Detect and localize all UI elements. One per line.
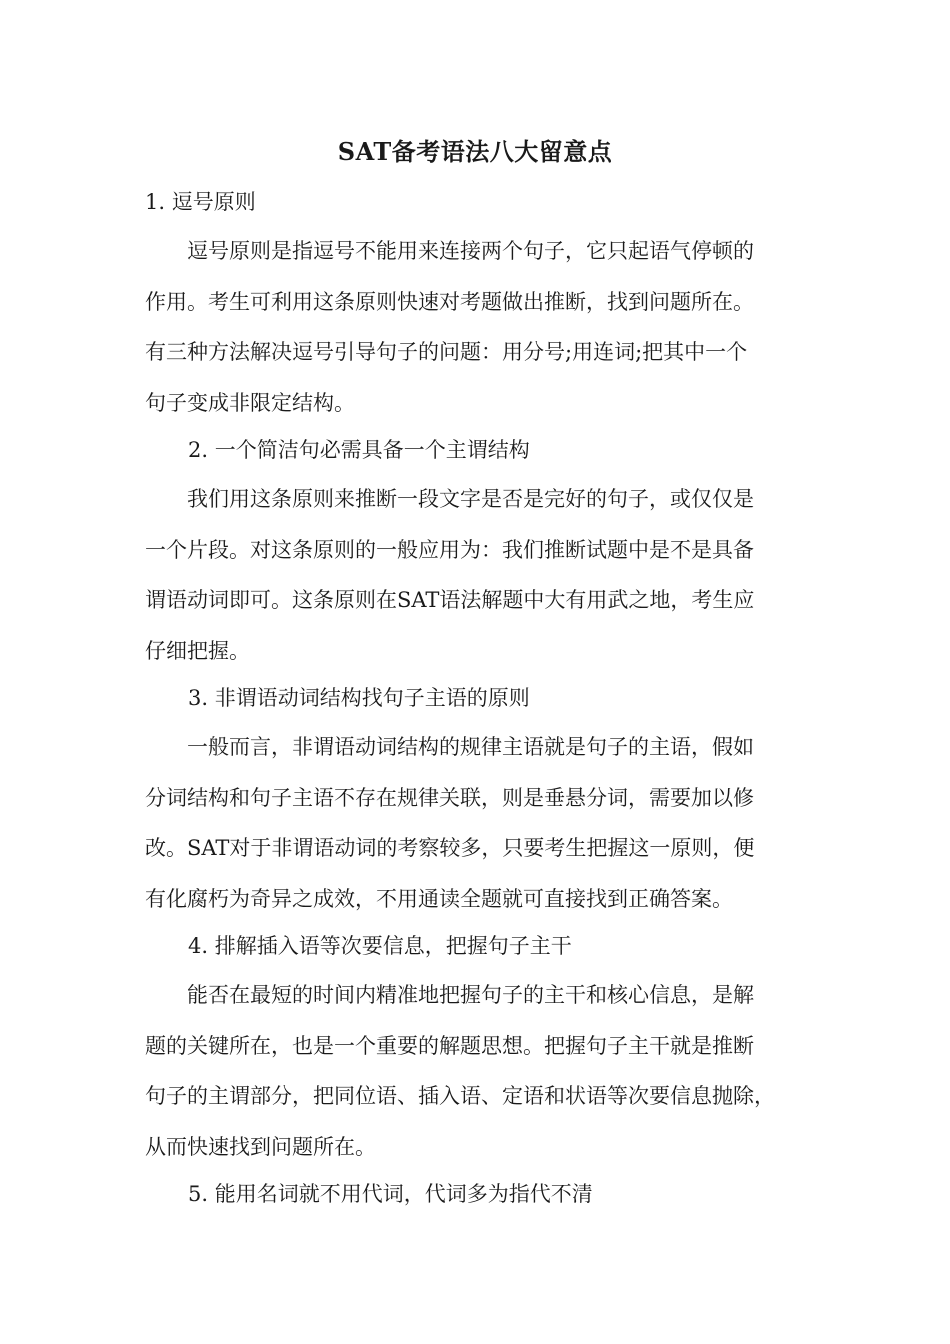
paragraph-line: 逗号原则是指逗号不能用来连接两个句子，它只起语气停顿的 (145, 239, 754, 263)
paragraph-line: 谓语动词即可。这条原则在SAT语法解题中大有用武之地，考生应 (145, 588, 755, 612)
paragraph-line: 作用。考生可利用这条原则快速对考题做出推断，找到问题所在。 (145, 289, 754, 314)
paragraph-line: 分词结构和句子主语不存在规律关联，则是垂悬分词，需要加以修 (145, 785, 754, 810)
section-4-heading: 4. 排解插入语等次要信息，把握句子主干 (188, 934, 572, 958)
paragraph-line: 有化腐朽为奇异之成效，不用通读全题就可直接找到正确答案。 (145, 886, 733, 911)
section-1-heading: 1. 逗号原则 (145, 190, 256, 214)
paragraph-line: 改。SAT对于非谓语动词的考察较多，只要考生把握这一原则，便 (145, 836, 755, 860)
section-4-paragraph (145, 970, 825, 1172)
paragraph-line: 句子的主谓部分，把同位语、插入语、定语和状语等次要信息抛除， (145, 1084, 775, 1108)
paragraph-line: 题的关键所在，也是一个重要的解题思想。把握句子主干就是推断 (145, 1033, 754, 1058)
section-2-paragraph (145, 474, 825, 676)
paragraph-line: 能否在最短的时间内精准地把握句子的主干和核心信息，是解 (145, 983, 754, 1007)
section-2-heading: 2. 一个简洁句必需具备一个主谓结构 (188, 438, 530, 462)
paragraph-line: 句子变成非限定结构。 (145, 390, 355, 415)
paragraph-line: 从而快速找到问题所在。 (145, 1134, 376, 1159)
paragraph-line: 一个片段。对这条原则的一般应用为：我们推断试题中是不是具备 (145, 537, 754, 562)
paragraph-line: 我们用这条原则来推断一段文字是否是完好的句子，或仅仅是 (145, 487, 754, 511)
section-5-heading: 5. 能用名词就不用代词，代词多为指代不清 (188, 1182, 593, 1206)
document-title: SAT备考语法八大留意点 (337, 137, 613, 166)
section-1-paragraph (145, 226, 825, 428)
paragraph-line: 仔细把握。 (145, 638, 250, 663)
section-3-heading: 3. 非谓语动词结构找句子主语的原则 (188, 686, 530, 710)
paragraph-line: 一般而言，非谓语动词结构的规律主语就是句子的主语，假如 (145, 735, 754, 759)
section-3-paragraph (145, 722, 825, 924)
paragraph-line: 有三种方法解决逗号引导句子的问题：用分号;用连词;把其中一个 (145, 340, 748, 364)
